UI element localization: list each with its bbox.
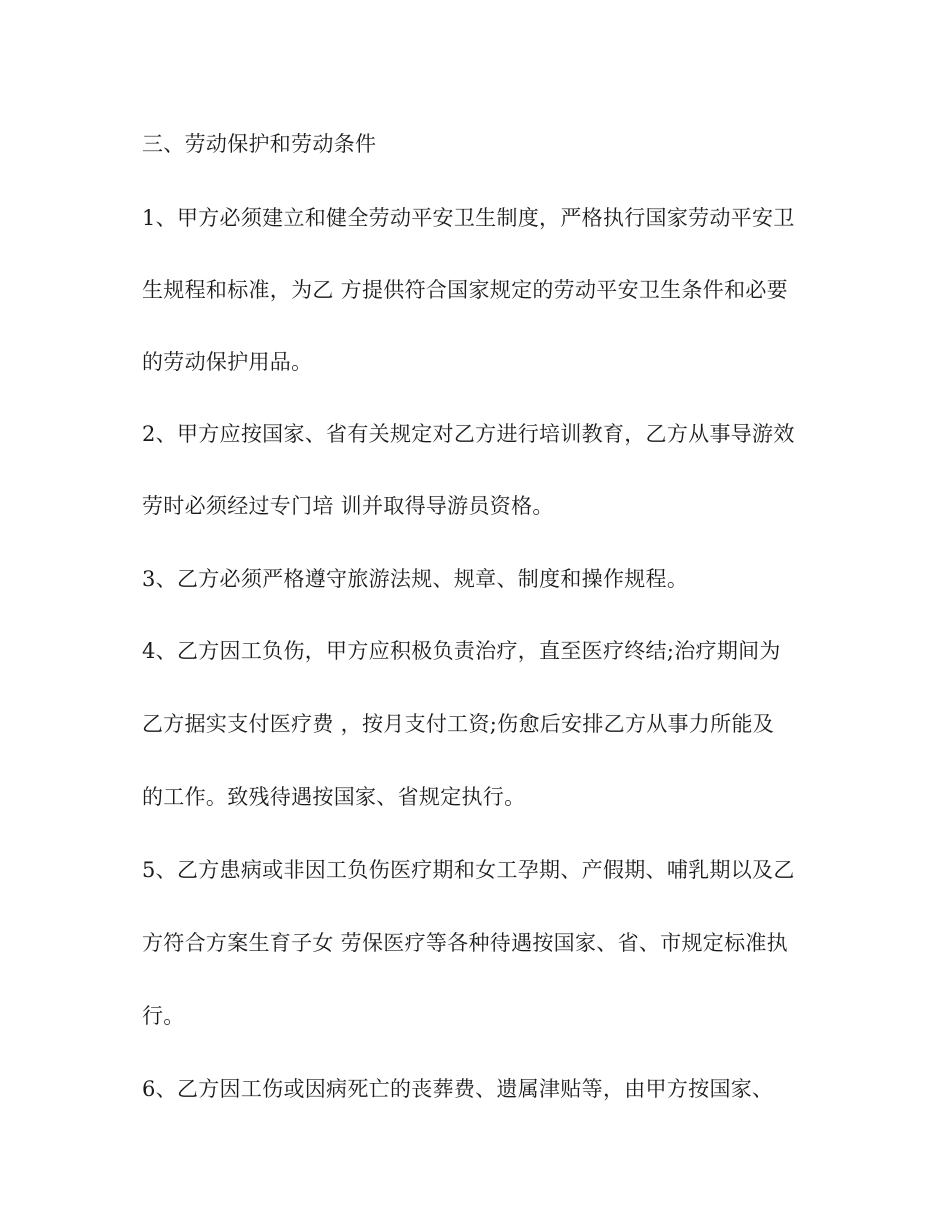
text-line: 方符合方案生育子女 劳保医疗等各种待遇按国家、省、市规定标准执 [142,931,788,955]
text-line: 3、乙方必须严格遵守旅游法规、规章、制度和操作规程。 [142,567,689,591]
text-line: 2、甲方应按国家、省有关规定对乙方进行培训教育，乙方从事导游效 [142,422,795,446]
text-line: 的工作。致残待遇按国家、省规定执行。 [142,785,526,809]
text-line: 乙方据实支付医疗费 ，按月支付工资;伤愈后安排乙方从事力所能及 [142,712,775,736]
text-line: 劳时必须经过专门培 训并取得导游员资格。 [142,494,554,518]
text-line: 6、乙方因工伤或因病死亡的丧葬费、遗属津贴等，由甲方按国家、 [142,1077,774,1101]
text-line: 1、甲方必须建立和健全劳动平安卫生制度，严格执行国家劳动平安卫 [142,206,795,230]
text-line: 的劳动保护用品。 [142,350,313,374]
text-line: 行。 [142,1004,185,1028]
section-heading: 三、劳动保护和劳动条件 [142,132,377,156]
text-line: 4、乙方因工负伤，甲方应积极负责治疗，直至医疗终结;治疗期间为 [142,639,781,663]
text-line: 5、乙方患病或非因工负伤医疗期和女工孕期、产假期、哺乳期以及乙 [142,858,795,882]
text-line: 生规程和标准，为乙 方提供符合国家规定的劳动平安卫生条件和必要 [142,278,788,302]
